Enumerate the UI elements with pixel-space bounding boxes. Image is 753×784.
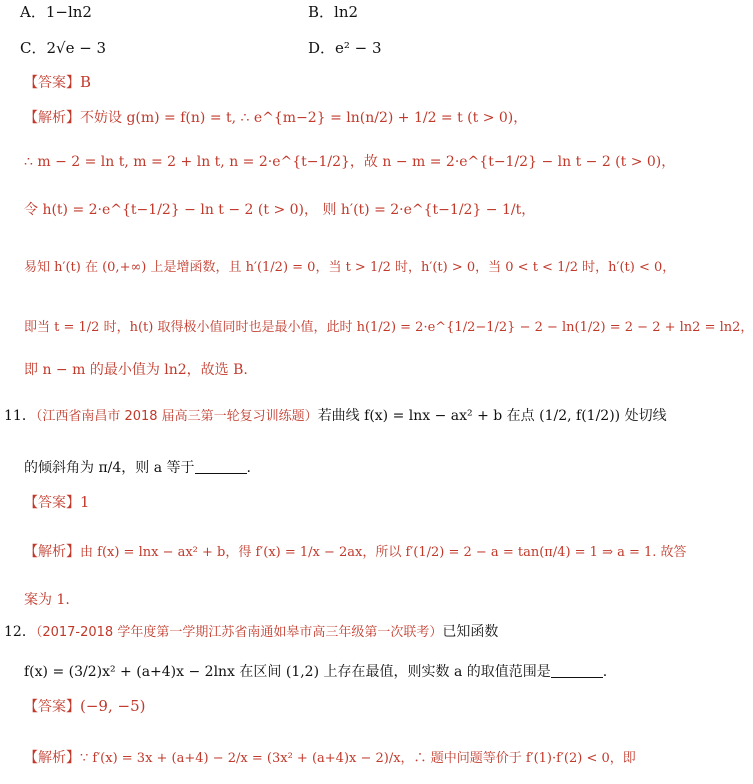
option-a: A．1−ln2 — [20, 3, 92, 21]
q11-answer: 1 — [80, 493, 90, 511]
q12-analysis-line-1 — [24, 748, 636, 769]
answer-tag: 【答案】 — [24, 699, 80, 715]
q10-analysis-line-2: ∴ m − 2 = ln t, m = 2 + ln t, n = 2·e^{t−1/2}，故 n − m = 2·e^{t−1/2} − ln t − 2 (t > 0)， — [24, 154, 676, 170]
analysis-tag: 【解析】 — [24, 544, 80, 560]
q11-source: （江西省南昌市 2018 届高三第一轮复习训练题） — [35, 409, 318, 424]
q11-answer-blank — [195, 459, 247, 474]
q10-answer-line — [24, 72, 91, 93]
q12-answer: (−9, −5) — [80, 697, 146, 715]
q11-answer-line — [24, 492, 90, 513]
answer-tag: 【答案】 — [24, 75, 80, 91]
analysis-tag: 【解析】 — [24, 750, 80, 766]
q12-source: （2017-2018 学年度第一学期江苏省南通如皋市高三年级第一次联考） — [35, 625, 443, 640]
q11-stem-line-2 — [24, 458, 251, 478]
q10-answer: B — [80, 73, 92, 91]
q12-stem-line-1 — [4, 622, 498, 643]
q10-analysis-line-1 — [24, 108, 527, 128]
q12-answer-line — [24, 696, 145, 717]
q11-analysis-line-2: 案为 1. — [24, 592, 70, 608]
q10-analysis-line-3: 令 h(t) = 2·e^{t−1/2} − ln t − 2 (t > 0)， 则 h′(t) = 2·e^{t−1/2} − 1/t， — [24, 202, 536, 218]
q11-number: 11． — [4, 408, 36, 424]
q10-analysis-line-6: 即 n − m 的最小值为 ln2，故选 B. — [24, 362, 248, 378]
q12-answer-blank — [551, 663, 603, 678]
q10-analysis-text-1: 不妨设 g(m) = f(n) = t, ∴ e^{m−2} = ln(n/2) + 1/2 = t (t > 0)， — [80, 110, 528, 126]
q11-analysis-line-1 — [24, 542, 687, 563]
q12-stem-2: f(x) = (3/2)x² + (a+4)x − 2lnx 在区间 (1,2) 上存在最值，则实数 a 的取值范围是 — [24, 664, 551, 680]
analysis-tag: 【解析】 — [24, 110, 80, 126]
q11-stem-period: . — [246, 460, 251, 476]
option-b: B．ln2 — [308, 3, 359, 21]
q10-analysis-line-5: 即当 t = 1/2 时，h(t) 取得极小值同时也是最小值，此时 h(1/2) = 2·e^{1/2−1/2} − 2 − ln(1/2) = 2 − 2 + ln2 = ln2， — [24, 320, 753, 335]
q11-stem-1: 若曲线 f(x) = lnx − ax² + b 在点 (1/2, f(1/2)) 处切线 — [317, 408, 667, 424]
q12-analysis-text-1: ∵ f′(x) = 3x + (a+4) − 2/x = (3x² + (a+4)x − 2)/x，∴ 题中问题等价于 f′(1)·f′(2) < 0，即 — [80, 751, 636, 766]
q12-stem-period: . — [602, 664, 608, 680]
option-d: D．e² − 3 — [308, 39, 382, 57]
answer-tag: 【答案】 — [24, 495, 80, 511]
q11-stem-2: 的倾斜角为 π/4，则 a 等于 — [24, 460, 195, 476]
option-c: C．2√e − 3 — [20, 39, 107, 57]
q11-analysis-text-1: 由 f(x) = lnx − ax² + b，得 f′(x) = 1/x − 2ax，所以 f′(1/2) = 2 − a = tan(π/4) = 1 ⇒ a = 1. 故答 — [80, 545, 687, 560]
q10-analysis-line-4: 易知 h′(t) 在 (0,+∞) 上是增函数，且 h′(1/2) = 0，当 t > 1/2 时，h′(t) > 0，当 0 < t < 1/2 时，h′(t) < 0， — [24, 260, 676, 275]
q12-number: 12． — [4, 624, 36, 640]
q11-stem-line-1 — [4, 406, 667, 427]
q12-stem-line-2 — [24, 662, 607, 682]
q12-stem-tail: 已知函数 — [442, 624, 499, 640]
